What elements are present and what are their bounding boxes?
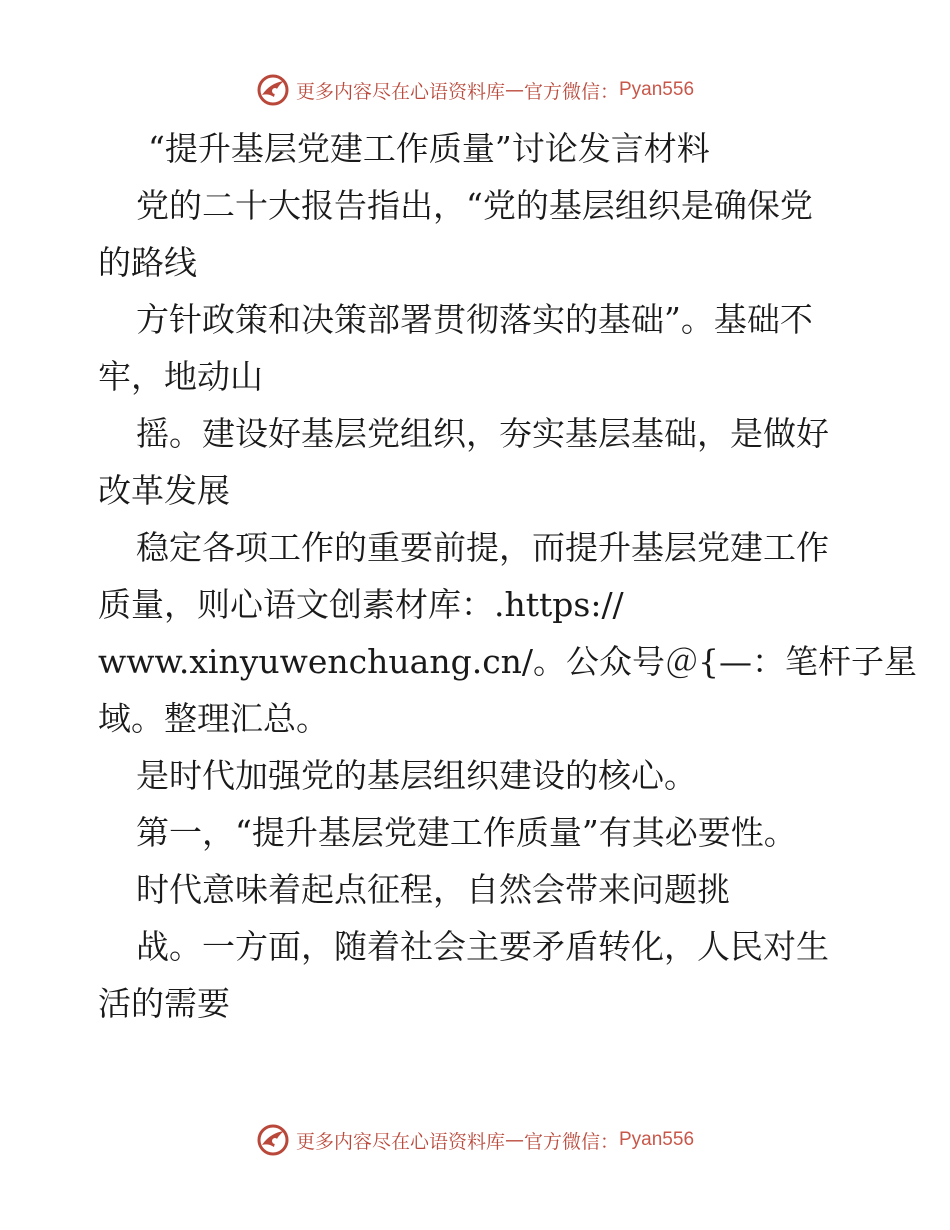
paragraph-line: 牢，地动山: [98, 357, 263, 396]
paragraph-line: 时代意味着起点征程，自然会带来问题挑: [136, 870, 730, 909]
paragraph-line: 稳定各项工作的重要前提，而提升基层党建工作: [136, 528, 829, 567]
document-body: [98, 120, 918, 1032]
banner-wechat-id: Pyan556: [619, 1129, 695, 1150]
brand-logo-icon: [256, 73, 290, 107]
banner-wechat-label: 官方微信：: [523, 1130, 619, 1153]
banner-dash: —: [504, 79, 524, 101]
header-banner: [0, 70, 950, 110]
document-title: “提升基层党建工作质量”讨论发言材料: [148, 129, 710, 168]
paragraph-line: 战。一方面，随着社会主要矛盾转化，人民对生: [136, 927, 829, 966]
paragraph-line: 的路线: [98, 243, 197, 282]
banner-dash: —: [504, 1129, 524, 1151]
paragraph-line-url: www.xinyuwenchuang.cn/。公众号＠{—：笔杆子星: [98, 642, 918, 681]
brand-logo-icon: [256, 1123, 290, 1157]
paragraph-line: 摇。建设好基层党组织，夯实基层基础，是做好: [136, 414, 829, 453]
paragraph-line: 第一，“提升基层党建工作质量”有其必要性。: [136, 813, 797, 852]
paragraph-line: 方针政策和决策部署贯彻落实的基础”。基础不: [136, 300, 813, 339]
banner-brand-text: 更多内容尽在心语资料库: [295, 80, 505, 103]
banner-wechat-label: 官方微信：: [523, 80, 619, 103]
paragraph-line: 党的二十大报告指出，“党的基层组织是确保党: [136, 186, 813, 225]
banner-wechat-id: Pyan556: [619, 79, 695, 100]
paragraph-line: 是时代加强党的基层组织建设的核心。: [136, 756, 697, 795]
paragraph-line: 域。整理汇总。: [98, 699, 329, 738]
footer-banner: [0, 1120, 950, 1160]
paragraph-line: 活的需要: [98, 984, 230, 1023]
banner-brand-text: 更多内容尽在心语资料库: [295, 1130, 505, 1153]
paragraph-line-url: 质量，则心语文创素材库：.https://: [98, 585, 624, 624]
paragraph-line: 改革发展: [98, 471, 230, 510]
